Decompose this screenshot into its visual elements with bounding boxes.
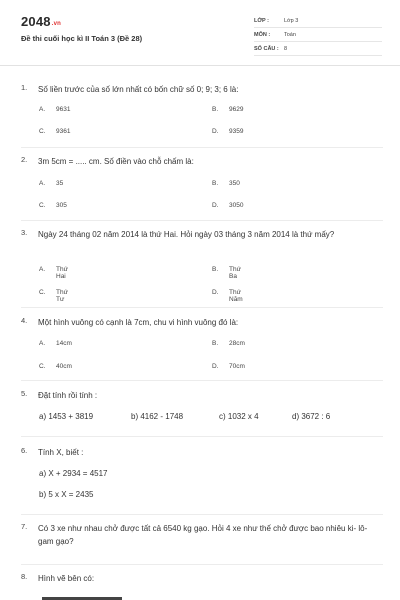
divider — [21, 147, 383, 148]
divider — [21, 564, 383, 565]
divider — [21, 514, 383, 515]
meta-question-count: SỐ CÂU : 8 — [254, 43, 382, 56]
q5-item-b: b) 4162 - 1748 — [131, 412, 184, 421]
q6-item-b: b) 5 x X = 2435 — [39, 490, 94, 499]
divider — [21, 307, 383, 308]
exam-title: Đề thi cuối học kì II Toán 3 (Đề 28) — [21, 34, 143, 43]
meta-class: LỚP : Lớp 3 — [254, 15, 382, 28]
q5-item-a: a) 1453 + 3819 — [39, 412, 94, 421]
meta-subject: MÔN : Toán — [254, 29, 382, 42]
q6-item-a: a) X + 2934 = 4517 — [39, 469, 108, 478]
site-logo[interactable]: 2048.vn — [21, 14, 62, 29]
divider — [21, 436, 383, 437]
q5-item-c: c) 1032 x 4 — [219, 412, 259, 421]
page-header — [0, 0, 400, 66]
divider — [21, 220, 383, 221]
q5-item-d: d) 3672 : 6 — [292, 412, 331, 421]
divider — [21, 380, 383, 381]
